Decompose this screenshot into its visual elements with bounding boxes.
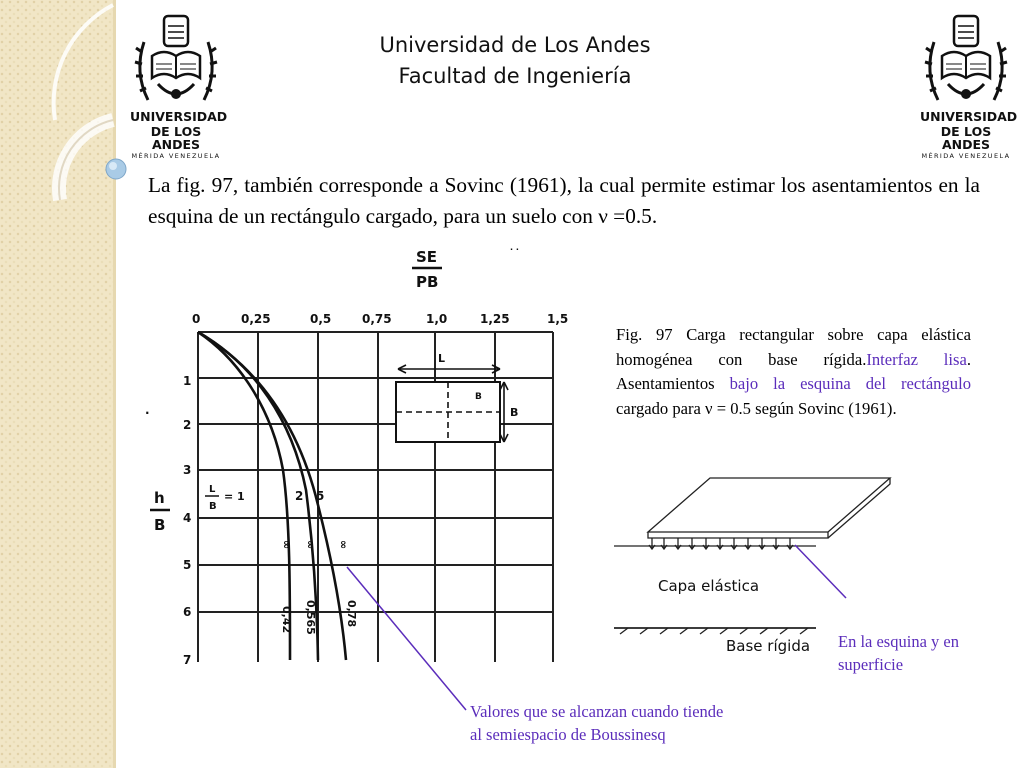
- caption-part5: cargado para ν = 0.5 según Sovinc (1961).: [616, 398, 897, 418]
- logo-name-line2: DE LOS ANDES: [150, 124, 202, 152]
- y-tick: 6: [183, 605, 192, 619]
- university-name: Universidad de Los Andes: [379, 33, 651, 57]
- caption-part1: Fig. 97 Carga rectangular sobre capa elástica homogénea con base rígida.: [616, 325, 971, 369]
- layer-label: Capa elástica: [658, 577, 760, 595]
- y-tick: 2: [183, 418, 192, 432]
- y-tick: 1: [183, 374, 192, 388]
- top-label-den: PB: [416, 273, 439, 291]
- x-tick: 0,5: [310, 312, 332, 326]
- figure-caption: [616, 323, 971, 421]
- inset-L-label: L: [438, 352, 446, 365]
- boussinesq-note: Valores que se alcanzan cuando tiende al semiespacio de Boussinesq: [470, 702, 724, 744]
- x-tick: 0,75: [362, 312, 392, 326]
- ratio-two: 2: [295, 489, 304, 503]
- base-hatch: [620, 628, 808, 634]
- logo-name-line1: UNIVERSIDAD: [920, 109, 1018, 124]
- y-tick: 5: [183, 558, 192, 572]
- left-label-num: h: [154, 489, 165, 507]
- x-tick: 1,5: [547, 312, 569, 326]
- y-tick: 3: [183, 463, 192, 477]
- caption-corner: bajo la esquina del rectángulo: [729, 374, 971, 393]
- faculty-name: Facultad de Ingeniería: [398, 64, 632, 88]
- inset-B-label: B: [510, 406, 519, 419]
- asymptote-label-2: 0,565: [304, 600, 317, 635]
- x-tick: 1,25: [480, 312, 510, 326]
- corner-leader-line: [795, 545, 846, 598]
- stray-dot: .: [145, 403, 150, 417]
- caption-interface: Interfaz lisa: [866, 349, 967, 369]
- caption-part3: . Asentamientos: [616, 349, 971, 393]
- ratio-five: 5: [316, 489, 325, 503]
- ratio-eq: = 1: [224, 490, 245, 503]
- ratio-num: L: [209, 484, 216, 495]
- x-tick: 0: [192, 312, 201, 326]
- x-tick: 1,0: [426, 312, 448, 326]
- load-arrows: [649, 538, 793, 549]
- plate-diagram: [614, 478, 890, 634]
- logo-name-line1: UNIVERSIDAD: [130, 109, 228, 124]
- corner-note: En la esquina y en superficie: [838, 632, 959, 674]
- inset-B-small: B: [475, 392, 482, 402]
- logo-location: MÉRIDA VENEZUELA: [131, 152, 221, 160]
- logo-location: MÉRIDA VENEZUELA: [921, 152, 1011, 160]
- base-label: Base rígida: [726, 637, 811, 655]
- top-label-num: SE: [416, 248, 438, 266]
- logo-name-line2: DE LOS ANDES: [940, 124, 992, 152]
- limit-leader-line: [347, 567, 466, 710]
- curve-tag-3: ∞: [337, 540, 350, 550]
- y-tick: 7: [183, 653, 192, 667]
- y-tick: 4: [183, 511, 192, 525]
- asymptote-label-3: 0,78: [345, 600, 358, 628]
- stray-dots: . .: [510, 243, 519, 252]
- intro-paragraph: La fig. 97, también corresponde a Sovinc (1961), la cual permite estimar los asentamientos en la esquina de un rectángulo cargado, para un suelo con ν =0.5.: [148, 173, 980, 228]
- asymptote-label-1: 0,42: [280, 606, 293, 634]
- curve-tag-2: ∞: [304, 540, 317, 550]
- left-label-den: B: [154, 516, 166, 534]
- curve-tag-1: ∞: [280, 540, 293, 550]
- x-tick: 0,25: [241, 312, 271, 326]
- ratio-den: B: [209, 501, 217, 512]
